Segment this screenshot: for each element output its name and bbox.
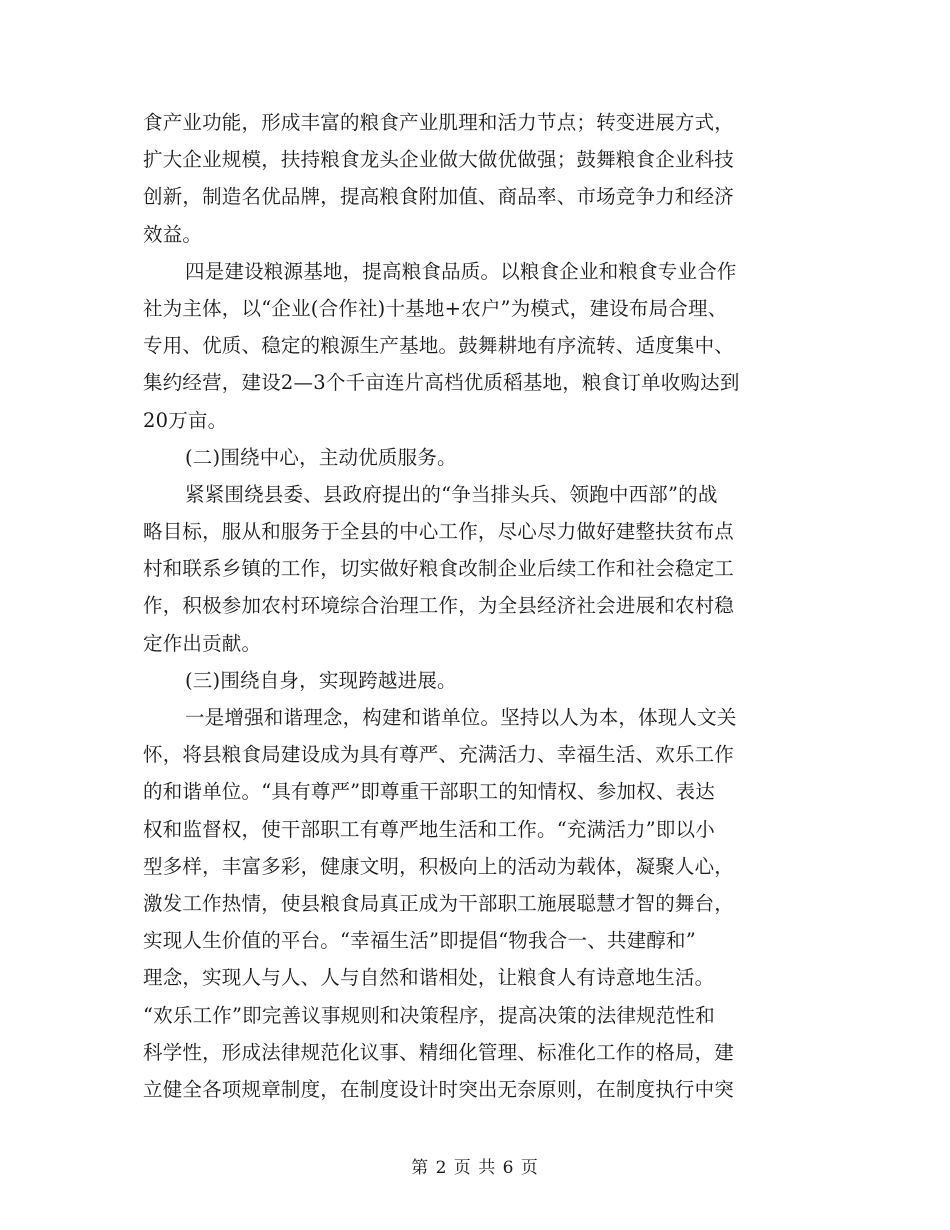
page-number-footer: 第 2 页 共 6 页	[411, 1158, 539, 1178]
body-text	[143, 104, 809, 1108]
paragraph-line: 实现人生价值的平台。“幸福生活”即提倡“物我合一、共建醇和”	[143, 929, 696, 953]
paragraph-line: 专用、优质、稳定的粮源生产基地。鼓舞耕地有序流转、适度集中、	[143, 334, 735, 358]
paragraph-line: 20万亩。	[143, 408, 228, 432]
paragraph-line: 激发工作热情，使县粮食局真正成为干部职工施展聪慧才智的舞台，	[143, 891, 735, 915]
paragraph-line: 权和监督权，使干部职工有尊严地生活和工作。“充满活力”即以小	[143, 817, 715, 841]
section-heading: (三)围绕自身，实现跨越进展。	[185, 668, 457, 692]
paragraph-line: 理念，实现人与人、人与自然和谐相处，让粮食人有诗意地生活。	[143, 966, 715, 990]
paragraph-line: 立健全各项规章制度，在制度设计时突出无奈原则，在制度执行中突	[143, 1077, 735, 1101]
paragraph-line: 食产业功能，形成丰富的粮食产业肌理和活力节点；转变进展方式，	[143, 111, 735, 134]
paragraph-line: 一是增强和谐理念，构建和谐单位。坚持以人为本，体现人文关	[185, 706, 737, 729]
paragraph-line: 型多样，丰富多彩，健康文明，积极向上的活动为载体，凝聚人心，	[143, 854, 735, 878]
paragraph-line: 创新，制造名优品牌，提高粮食附加值、商品率、市场竞争力和经济	[143, 185, 735, 209]
paragraph-line: 的和谐单位。“具有尊严”即尊重干部职工的知情权、参加权、表达	[143, 780, 715, 804]
paragraph-line: 效益。	[143, 222, 203, 246]
paragraph-line: 集约经营，建设2—3个千亩连片高档优质稻基地，粮食订单收购达到	[143, 371, 740, 395]
paragraph-line: 四是建设粮源基地，提高粮食品质。以粮食企业和粮食专业合作	[185, 259, 737, 283]
paragraph-line: 作，积极参加农村环境综合治理工作，为全县经济社会进展和农村稳	[143, 594, 735, 618]
paragraph-line: 定作出贡献。	[143, 631, 262, 655]
paragraph-line: 紧紧围绕县委、县政府提出的“争当排头兵、领跑中西部”的战	[185, 482, 718, 506]
paragraph-line: 村和联系乡镇的工作，切实做好粮食改制企业后续工作和社会稳定工	[143, 557, 735, 581]
paragraph-line: 怀，将县粮食局建设成为具有尊严、充满活力、幸福生活、欢乐工作	[143, 743, 735, 767]
section-heading: (二)围绕中心，主动优质服务。	[185, 445, 457, 469]
paragraph-line: 略目标，服从和服务于全县的中心工作，尽心尽力做好建整扶贫布点	[143, 520, 735, 544]
paragraph-line: “欢乐工作”即完善议事规则和决策程序，提高决策的法律规范性和	[143, 1003, 715, 1027]
paragraph-line: 科学性，形成法律规范化议事、精细化管理、标准化工作的格局，建	[143, 1040, 735, 1064]
paragraph-line: 扩大企业规模，扶持粮食龙头企业做大做优做强；鼓舞粮食企业科技	[143, 148, 735, 172]
paragraph-line: 社为主体，以“企业(合作社)十基地+农户”为模式，建设布局合理、	[143, 296, 728, 320]
